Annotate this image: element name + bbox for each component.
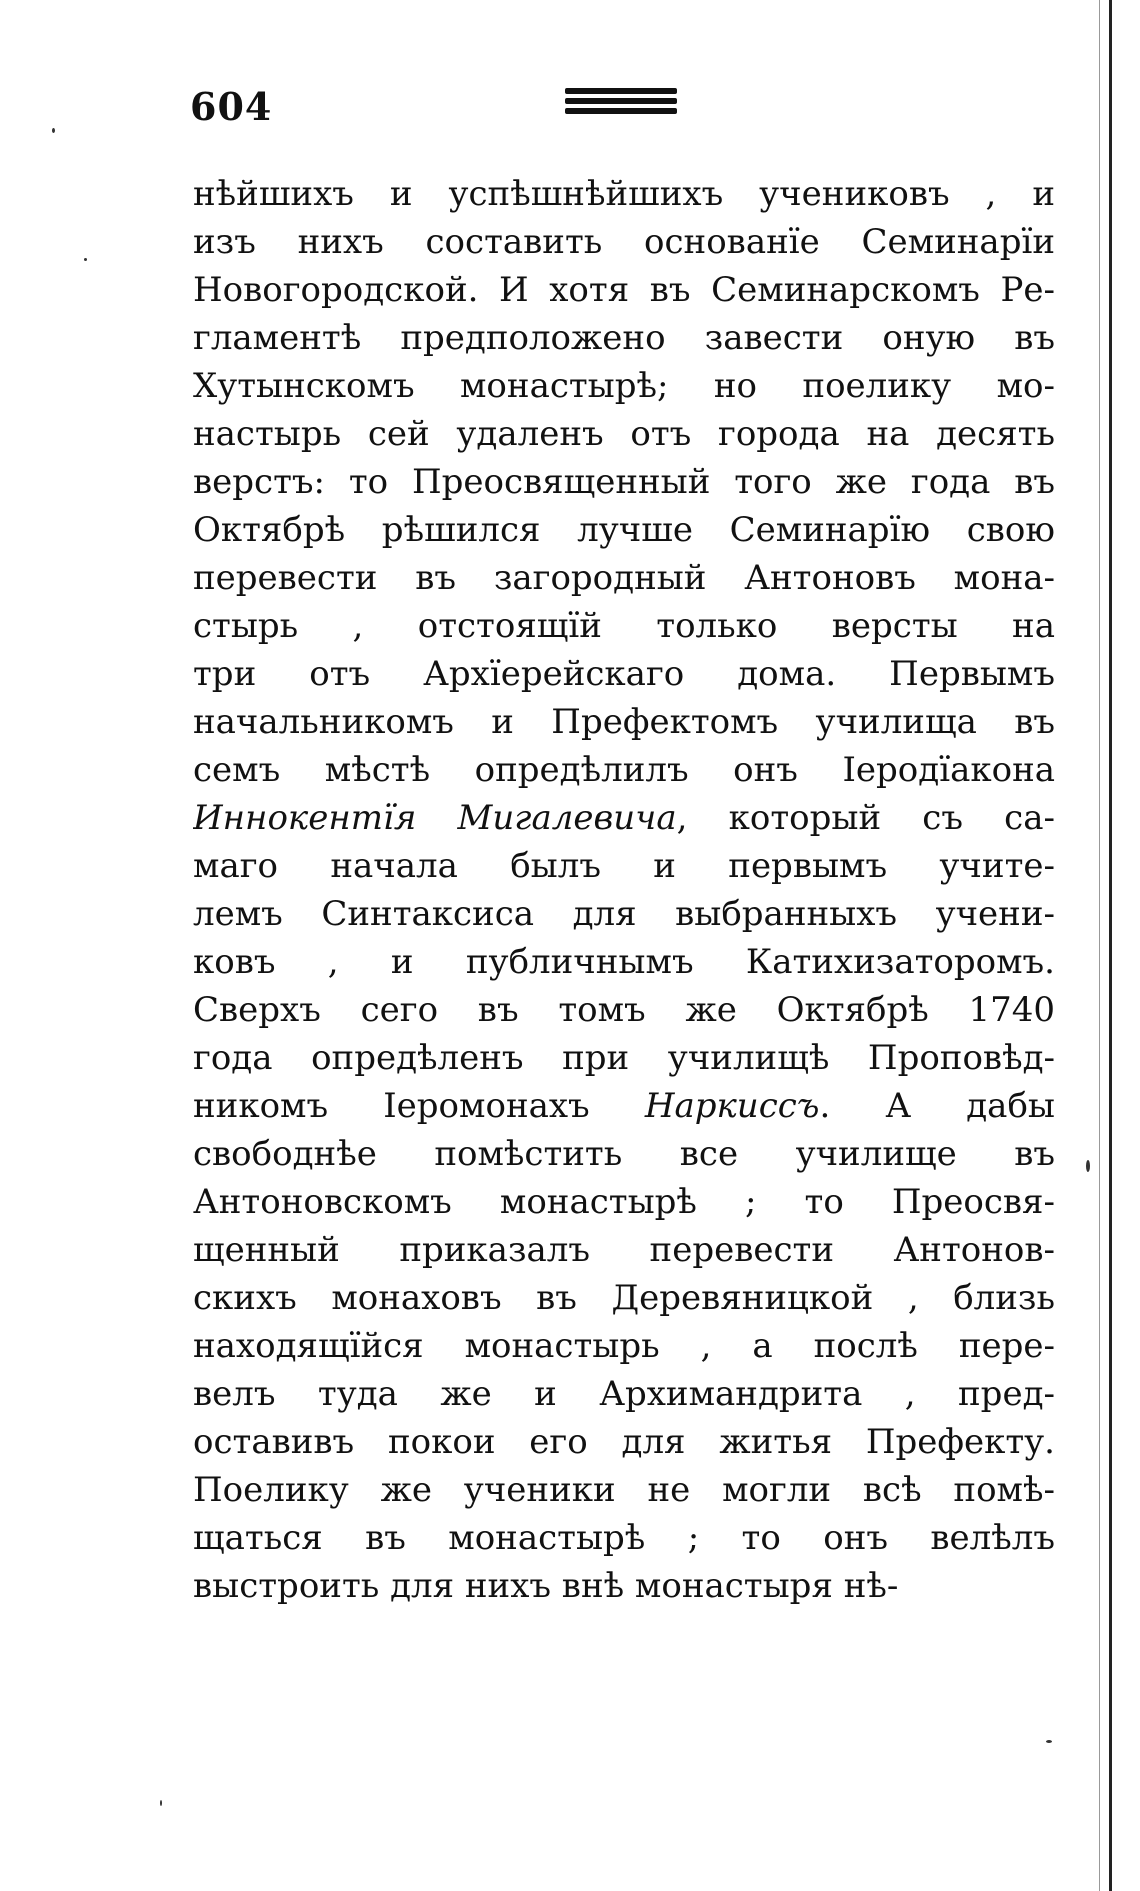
text-line (193, 266, 1055, 314)
text-line (193, 1514, 1055, 1562)
text-line (193, 1082, 1055, 1130)
text-segment: гламентѣ предположено завести оную въ (193, 318, 1055, 358)
header-ornament (565, 88, 677, 114)
text-segment: , который съ са- (676, 798, 1055, 838)
text-segment: маго начала былъ и первымъ учите- (193, 846, 1055, 886)
italic-name: Иннокентїя Мигалевича (193, 798, 677, 838)
text-line (193, 698, 1055, 746)
text-segment: Октябрѣ рѣшился лучше Семинарїю свою (193, 510, 1055, 550)
text-line (193, 554, 1055, 602)
text-segment: изъ нихъ составить основанїе Семинарїи (193, 222, 1055, 262)
text-line (193, 1226, 1055, 1274)
text-segment: года опредѣленъ при училищѣ Проповѣд- (193, 1038, 1055, 1078)
text-segment: находящїйся монастырь , а послѣ пере- (193, 1326, 1055, 1366)
text-segment: стырь , отстоящїй только версты на (193, 606, 1055, 646)
page-edge-shadow (1109, 0, 1112, 1891)
text-segment: Поелику же ученики не могли всѣ помѣ- (193, 1470, 1055, 1510)
text-segment: . А дабы (819, 1086, 1055, 1126)
text-segment: скихъ монаховъ въ Деревяницкой , близь (193, 1278, 1055, 1318)
text-segment: Сверхъ сего въ томъ же Октябрѣ 1740 (193, 990, 1055, 1030)
text-segment: никомъ Іеромонахъ (193, 1086, 645, 1126)
text-line (193, 362, 1055, 410)
text-segment: велъ туда же и Архимандрита , пред- (193, 1374, 1055, 1414)
text-line (193, 170, 1055, 218)
text-line (193, 1322, 1055, 1370)
text-segment: ковъ , и публичнымъ Катихизаторомъ. (193, 942, 1055, 982)
text-segment: настырь сей удаленъ отъ города на десять (193, 414, 1055, 454)
text-segment: перевести въ загородный Антоновъ мона- (193, 558, 1055, 598)
text-line (193, 1418, 1055, 1466)
scan-speck (1046, 1740, 1052, 1743)
text-segment: свободнѣе помѣстить все училище въ (193, 1134, 1055, 1174)
page-edge-line (1099, 0, 1100, 1891)
text-line (193, 1466, 1055, 1514)
text-line (193, 1562, 1055, 1610)
page-number: 604 (190, 84, 273, 129)
text-line (193, 938, 1055, 986)
body-text (193, 170, 1055, 1610)
text-line (193, 1370, 1055, 1418)
scan-speck (52, 128, 55, 133)
text-line (193, 1274, 1055, 1322)
text-segment: щаться въ монастырѣ ; то онъ велѣлъ (193, 1518, 1055, 1558)
text-segment: три отъ Архїерейскаго дома. Первымъ (193, 654, 1055, 694)
text-line (193, 890, 1055, 938)
text-segment: верстъ: то Преосвященный того же года въ (193, 462, 1055, 502)
text-line (193, 410, 1055, 458)
text-segment: Антоновскомъ монастырѣ ; то Преосвя- (193, 1182, 1055, 1222)
text-line (193, 1130, 1055, 1178)
italic-name: Наркиссъ (644, 1086, 820, 1126)
text-segment: щенный приказалъ перевести Антонов- (193, 1230, 1055, 1270)
text-line (193, 218, 1055, 266)
text-line (193, 1178, 1055, 1226)
text-segment: оставивъ покои его для житья Префекту. (193, 1422, 1055, 1462)
text-segment: выстроить для нихъ внѣ монастыря нѣ- (193, 1566, 899, 1606)
text-line (193, 650, 1055, 698)
text-segment: семъ мѣстѣ опредѣлилъ онъ Іеродїакона (193, 750, 1055, 790)
text-line (193, 1034, 1055, 1082)
text-segment: начальникомъ и Префектомъ училища въ (193, 702, 1055, 742)
text-segment: лемъ Синтаксиса для выбранныхъ учени- (193, 894, 1055, 934)
text-segment: Хутынскомъ монастырѣ; но поелику мо- (193, 366, 1055, 406)
text-line (193, 314, 1055, 362)
text-line (193, 794, 1055, 842)
text-segment: Новогородской. И хотя въ Семинарскомъ Ре- (193, 270, 1055, 310)
text-line (193, 746, 1055, 794)
text-line (193, 602, 1055, 650)
scan-speck (84, 258, 87, 261)
text-line (193, 506, 1055, 554)
text-line (193, 842, 1055, 890)
text-line (193, 458, 1055, 506)
scan-speck (160, 1800, 162, 1806)
text-line (193, 986, 1055, 1034)
text-segment: нѣйшихъ и успѣшнѣйшихъ учениковъ , и (193, 174, 1055, 214)
scan-speck (1086, 1160, 1090, 1172)
